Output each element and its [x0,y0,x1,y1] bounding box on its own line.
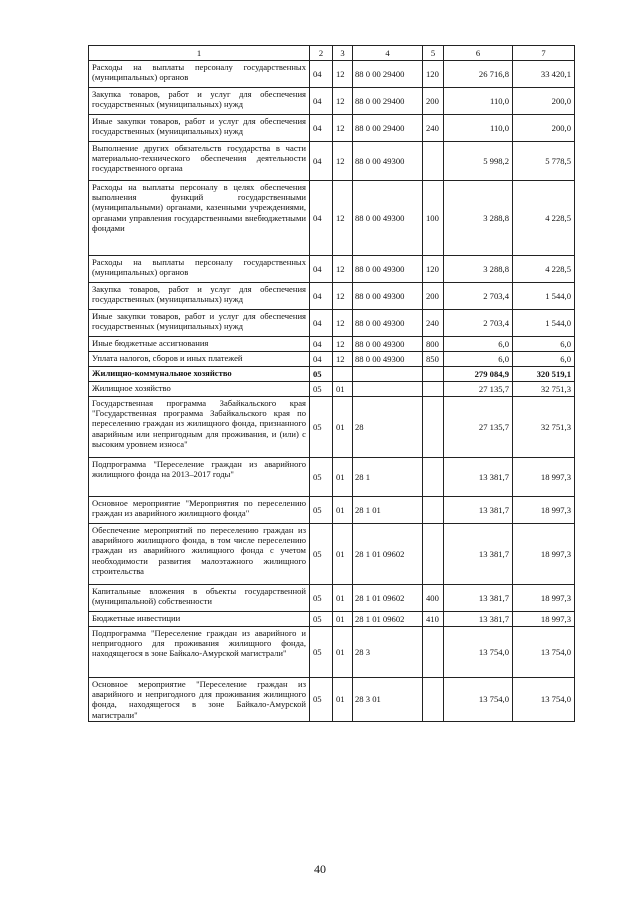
expense-type-cell: 400 [423,585,444,612]
expense-type-cell: 100 [423,181,444,256]
expense-type-cell: 240 [423,310,444,337]
subsection-code-cell: 01 [333,612,353,627]
amount-year1-cell: 2 703,4 [444,310,513,337]
table-row [89,115,575,142]
amount-year2-cell: 1 544,0 [513,283,575,310]
amount-year2-cell: 18 997,3 [513,612,575,627]
amount-year2-cell: 18 997,3 [513,585,575,612]
amount-year1-cell: 110,0 [444,88,513,115]
amount-year2-cell: 18 997,3 [513,497,575,524]
subsection-code-cell: 12 [333,115,353,142]
table-row [89,612,575,627]
column-number: 5 [423,46,444,61]
table-row [89,61,575,88]
target-article-cell: 28 3 [353,627,423,678]
target-article-cell: 88 0 00 29400 [353,61,423,88]
section-code-cell: 05 [310,382,333,397]
expense-name-cell: Основное мероприятие "Мероприятия по переселению граждан из аварийного жилищного фонда" [89,497,310,524]
section-code-cell: 05 [310,524,333,585]
expense-name-cell: Жилищно-коммунальное хозяйство [89,367,310,382]
target-article-cell: 88 0 00 49300 [353,142,423,181]
expense-name-cell: Капитальные вложения в объекты государственной (муниципальной) собственности [89,585,310,612]
expense-type-cell [423,524,444,585]
expense-type-cell: 120 [423,61,444,88]
table-row [89,458,575,497]
amount-year1-cell: 13 754,0 [444,678,513,722]
amount-year2-cell: 200,0 [513,88,575,115]
amount-year1-cell: 110,0 [444,115,513,142]
subsection-code-cell: 01 [333,382,353,397]
table-row [89,310,575,337]
subsection-code-cell: 12 [333,142,353,181]
subsection-code-cell: 01 [333,458,353,497]
target-article-cell: 28 1 01 09602 [353,585,423,612]
subsection-code-cell: 12 [333,88,353,115]
target-article-cell [353,367,423,382]
section-code-cell: 04 [310,310,333,337]
target-article-cell: 28 1 01 09602 [353,612,423,627]
amount-year2-cell: 13 754,0 [513,627,575,678]
table-row [89,497,575,524]
table-row [89,181,575,256]
target-article-cell: 88 0 00 29400 [353,115,423,142]
subsection-code-cell: 01 [333,678,353,722]
amount-year1-cell: 13 381,7 [444,585,513,612]
expense-type-cell: 240 [423,115,444,142]
column-number: 6 [444,46,513,61]
expense-name-cell: Иные бюджетные ассигнования [89,337,310,352]
section-code-cell: 05 [310,627,333,678]
budget-table-page [88,45,574,722]
subsection-code-cell: 01 [333,627,353,678]
subsection-code-cell: 01 [333,524,353,585]
amount-year2-cell: 1 544,0 [513,310,575,337]
section-code-cell: 05 [310,367,333,382]
section-code-cell: 05 [310,678,333,722]
amount-year2-cell: 32 751,3 [513,397,575,458]
expense-name-cell: Жилищное хозяйство [89,382,310,397]
target-article-cell: 88 0 00 49300 [353,337,423,352]
target-article-cell: 88 0 00 49300 [353,283,423,310]
table-row [89,524,575,585]
amount-year1-cell: 6,0 [444,352,513,367]
section-code-cell: 04 [310,181,333,256]
expense-name-cell: Расходы на выплаты персоналу в целях обеспечения выполнения функций государственными (муниципальными) органами, казенными учреждениями, органами управления государственными внебюджетными фондами [89,181,310,256]
expense-name-cell: Уплата налогов, сборов и иных платежей [89,352,310,367]
expense-name-cell: Иные закупки товаров, работ и услуг для обеспечения государственных (муниципальных) нужд [89,115,310,142]
expense-type-cell: 850 [423,352,444,367]
amount-year1-cell: 27 135,7 [444,397,513,458]
expense-type-cell: 410 [423,612,444,627]
amount-year1-cell: 13 381,7 [444,458,513,497]
amount-year1-cell: 3 288,8 [444,256,513,283]
amount-year2-cell: 6,0 [513,352,575,367]
section-code-cell: 04 [310,61,333,88]
target-article-cell: 28 1 01 [353,497,423,524]
table-row [89,142,575,181]
subsection-code-cell: 12 [333,310,353,337]
section-code-cell: 04 [310,256,333,283]
budget-table [88,45,575,722]
amount-year1-cell: 13 754,0 [444,627,513,678]
amount-year1-cell: 2 703,4 [444,283,513,310]
section-code-cell: 04 [310,88,333,115]
section-code-cell: 04 [310,352,333,367]
subsection-code-cell: 01 [333,497,353,524]
expense-name-cell: Выполнение других обязательств государства в части материально-технического обеспечения деятельности государственного органа [89,142,310,181]
amount-year2-cell: 6,0 [513,337,575,352]
column-number: 7 [513,46,575,61]
expense-name-cell: Иные закупки товаров, работ и услуг для обеспечения государственных (муниципальных) нужд [89,310,310,337]
table-row [89,352,575,367]
target-article-cell: 28 1 01 09602 [353,524,423,585]
expense-name-cell: Подпрограмма "Переселение граждан из аварийного и непригодного для проживания жилищного фонда, находящегося в зоне Байкало-Амурской магистрали" [89,627,310,678]
amount-year1-cell: 27 135,7 [444,382,513,397]
expense-type-cell [423,397,444,458]
amount-year2-cell: 33 420,1 [513,61,575,88]
column-number: 2 [310,46,333,61]
expense-type-cell [423,142,444,181]
section-code-cell: 05 [310,397,333,458]
expense-type-cell: 800 [423,337,444,352]
amount-year2-cell: 200,0 [513,115,575,142]
expense-name-cell: Государственная программа Забайкальского края "Государственная программа Забайкальского края по переселению граждан из жилищного фонда, признанного аварийным или непригодным для проживания, и (или) с высоким уровнем износа" [89,397,310,458]
expense-name-cell: Расходы на выплаты персоналу государственных (муниципальных) органов [89,61,310,88]
amount-year1-cell: 13 381,7 [444,612,513,627]
table-row [89,256,575,283]
target-article-cell: 88 0 00 49300 [353,310,423,337]
expense-name-cell: Закупка товаров, работ и услуг для обеспечения государственных (муниципальных) нужд [89,88,310,115]
expense-name-cell: Обеспечение мероприятий по переселению граждан из аварийного жилищного фонда, в том числе переселению граждан из аварийного жилищного фонда с учетом необходимости развития малоэтажного жилищного строительства [89,524,310,585]
subsection-code-cell: 12 [333,352,353,367]
amount-year2-cell: 4 228,5 [513,181,575,256]
section-code-cell: 05 [310,458,333,497]
expense-type-cell [423,678,444,722]
amount-year1-cell: 26 716,8 [444,61,513,88]
amount-year2-cell: 4 228,5 [513,256,575,283]
amount-year2-cell: 13 754,0 [513,678,575,722]
column-number: 4 [353,46,423,61]
subsection-code-cell [333,367,353,382]
table-row [89,397,575,458]
expense-type-cell [423,367,444,382]
expense-name-cell: Основное мероприятие "Переселение граждан из аварийного и непригодного для проживания жилищного фонда, находящегося в зоне Байкало-Амурской магистрали" [89,678,310,722]
amount-year2-cell: 320 519,1 [513,367,575,382]
section-code-cell: 05 [310,497,333,524]
page-number: 40 [314,862,326,876]
target-article-cell: 88 0 00 49300 [353,181,423,256]
expense-name-cell: Расходы на выплаты персоналу государственных (муниципальных) органов [89,256,310,283]
column-number: 1 [89,46,310,61]
target-article-cell: 88 0 00 29400 [353,88,423,115]
table-row [89,367,575,382]
amount-year1-cell: 279 084,9 [444,367,513,382]
amount-year1-cell: 13 381,7 [444,524,513,585]
target-article-cell: 88 0 00 49300 [353,256,423,283]
target-article-cell: 28 [353,397,423,458]
expense-type-cell: 200 [423,88,444,115]
amount-year2-cell: 5 778,5 [513,142,575,181]
section-code-cell: 04 [310,115,333,142]
amount-year1-cell: 3 288,8 [444,181,513,256]
amount-year1-cell: 6,0 [444,337,513,352]
amount-year2-cell: 18 997,3 [513,524,575,585]
subsection-code-cell: 01 [333,397,353,458]
table-row [89,337,575,352]
subsection-code-cell: 12 [333,283,353,310]
expense-name-cell: Бюджетные инвестиции [89,612,310,627]
expense-type-cell [423,627,444,678]
target-article-cell: 28 1 [353,458,423,497]
subsection-code-cell: 12 [333,337,353,352]
table-row [89,627,575,678]
amount-year2-cell: 32 751,3 [513,382,575,397]
section-code-cell: 05 [310,585,333,612]
subsection-code-cell: 12 [333,256,353,283]
table-row [89,382,575,397]
expense-type-cell [423,458,444,497]
table-header-row [89,46,575,61]
target-article-cell [353,382,423,397]
target-article-cell: 88 0 00 49300 [353,352,423,367]
section-code-cell: 05 [310,612,333,627]
amount-year2-cell: 18 997,3 [513,458,575,497]
target-article-cell: 28 3 01 [353,678,423,722]
table-row [89,678,575,722]
expense-type-cell: 200 [423,283,444,310]
expense-name-cell: Закупка товаров, работ и услуг для обеспечения государственных (муниципальных) нужд [89,283,310,310]
subsection-code-cell: 12 [333,61,353,88]
table-row [89,283,575,310]
table-row [89,88,575,115]
subsection-code-cell: 01 [333,585,353,612]
table-row [89,585,575,612]
section-code-cell: 04 [310,337,333,352]
expense-type-cell: 120 [423,256,444,283]
expense-type-cell [423,382,444,397]
subsection-code-cell: 12 [333,181,353,256]
section-code-cell: 04 [310,142,333,181]
column-number: 3 [333,46,353,61]
amount-year1-cell: 5 998,2 [444,142,513,181]
amount-year1-cell: 13 381,7 [444,497,513,524]
section-code-cell: 04 [310,283,333,310]
expense-name-cell: Подпрограмма "Переселение граждан из аварийного жилищного фонда на 2013–2017 годы" [89,458,310,497]
expense-type-cell [423,497,444,524]
